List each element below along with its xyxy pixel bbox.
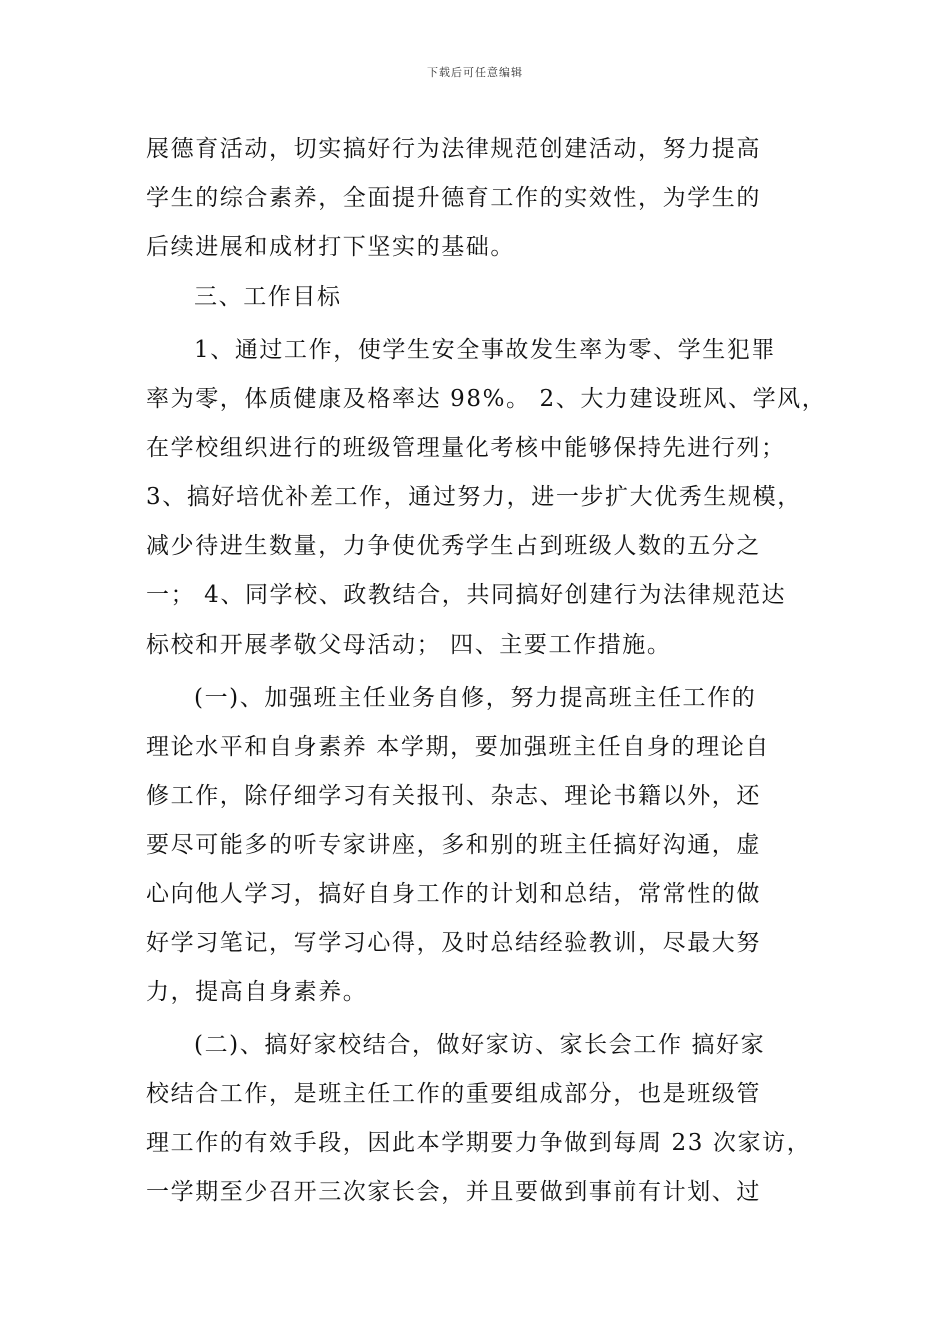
text-line: 修工作，除仔细学习有关报刊、杂志、理论书籍以外，还 (146, 783, 761, 809)
text-line: 率为零，体质健康及格率达 98%。 2、大力建设班风、学风， (146, 386, 827, 412)
text-line: 要尽可能多的听专家讲座，多和别的班主任搞好沟通，虚 (146, 832, 761, 858)
text-line: 学生的综合素养，全面提升德育工作的实效性，为学生的 (146, 185, 761, 211)
text-line: 3、搞好培优补差工作，通过努力，进一步扩大优秀生规模， (146, 484, 802, 510)
text-line: 减少待进生数量，力争使优秀学生占到班级人数的五分之 (146, 533, 761, 559)
header-note: 下载后可任意编辑 (427, 66, 523, 79)
text-line: 心向他人学习，搞好自身工作的计划和总结，常常性的做 (146, 881, 761, 907)
text-line: 好学习笔记，写学习心得，及时总结经验教训，尽最大努 (146, 930, 761, 956)
text-line: 一学期至少召开三次家长会，并且要做到事前有计划、过 (146, 1179, 761, 1205)
text-line: 后续进展和成材打下坚实的基础。 (146, 234, 515, 260)
text-line: 在学校组织进行的班级管理量化考核中能够保持先进行列； (146, 435, 786, 461)
text-line: 校结合工作，是班主任工作的重要组成部分，也是班级管 (146, 1081, 761, 1107)
text-line: 1、通过工作，使学生安全事故发生率为零、学生犯罪 (194, 337, 777, 363)
text-line: (一)、加强班主任业务自修，努力提高班主任工作的 (194, 685, 757, 711)
text-line: 理工作的有效手段，因此本学期要力争做到每周 23 次家访， (146, 1130, 812, 1156)
text-line: 力，提高自身素养。 (146, 979, 368, 1005)
section-heading: 三、工作目标 (194, 284, 342, 310)
text-line: (二)、搞好家校结合，做好家访、家长会工作 搞好家 (194, 1032, 766, 1058)
text-line: 展德育活动，切实搞好行为法律规范创建活动，努力提高 (146, 136, 761, 162)
text-line: 标校和开展孝敬父母活动； 四、主要工作措施。 (146, 632, 672, 658)
text-line: 理论水平和自身素养 本学期，要加强班主任自身的理论自 (146, 734, 770, 760)
text-line: 一； 4、同学校、政教结合，共同搞好创建行为法律规范达 (146, 582, 787, 608)
